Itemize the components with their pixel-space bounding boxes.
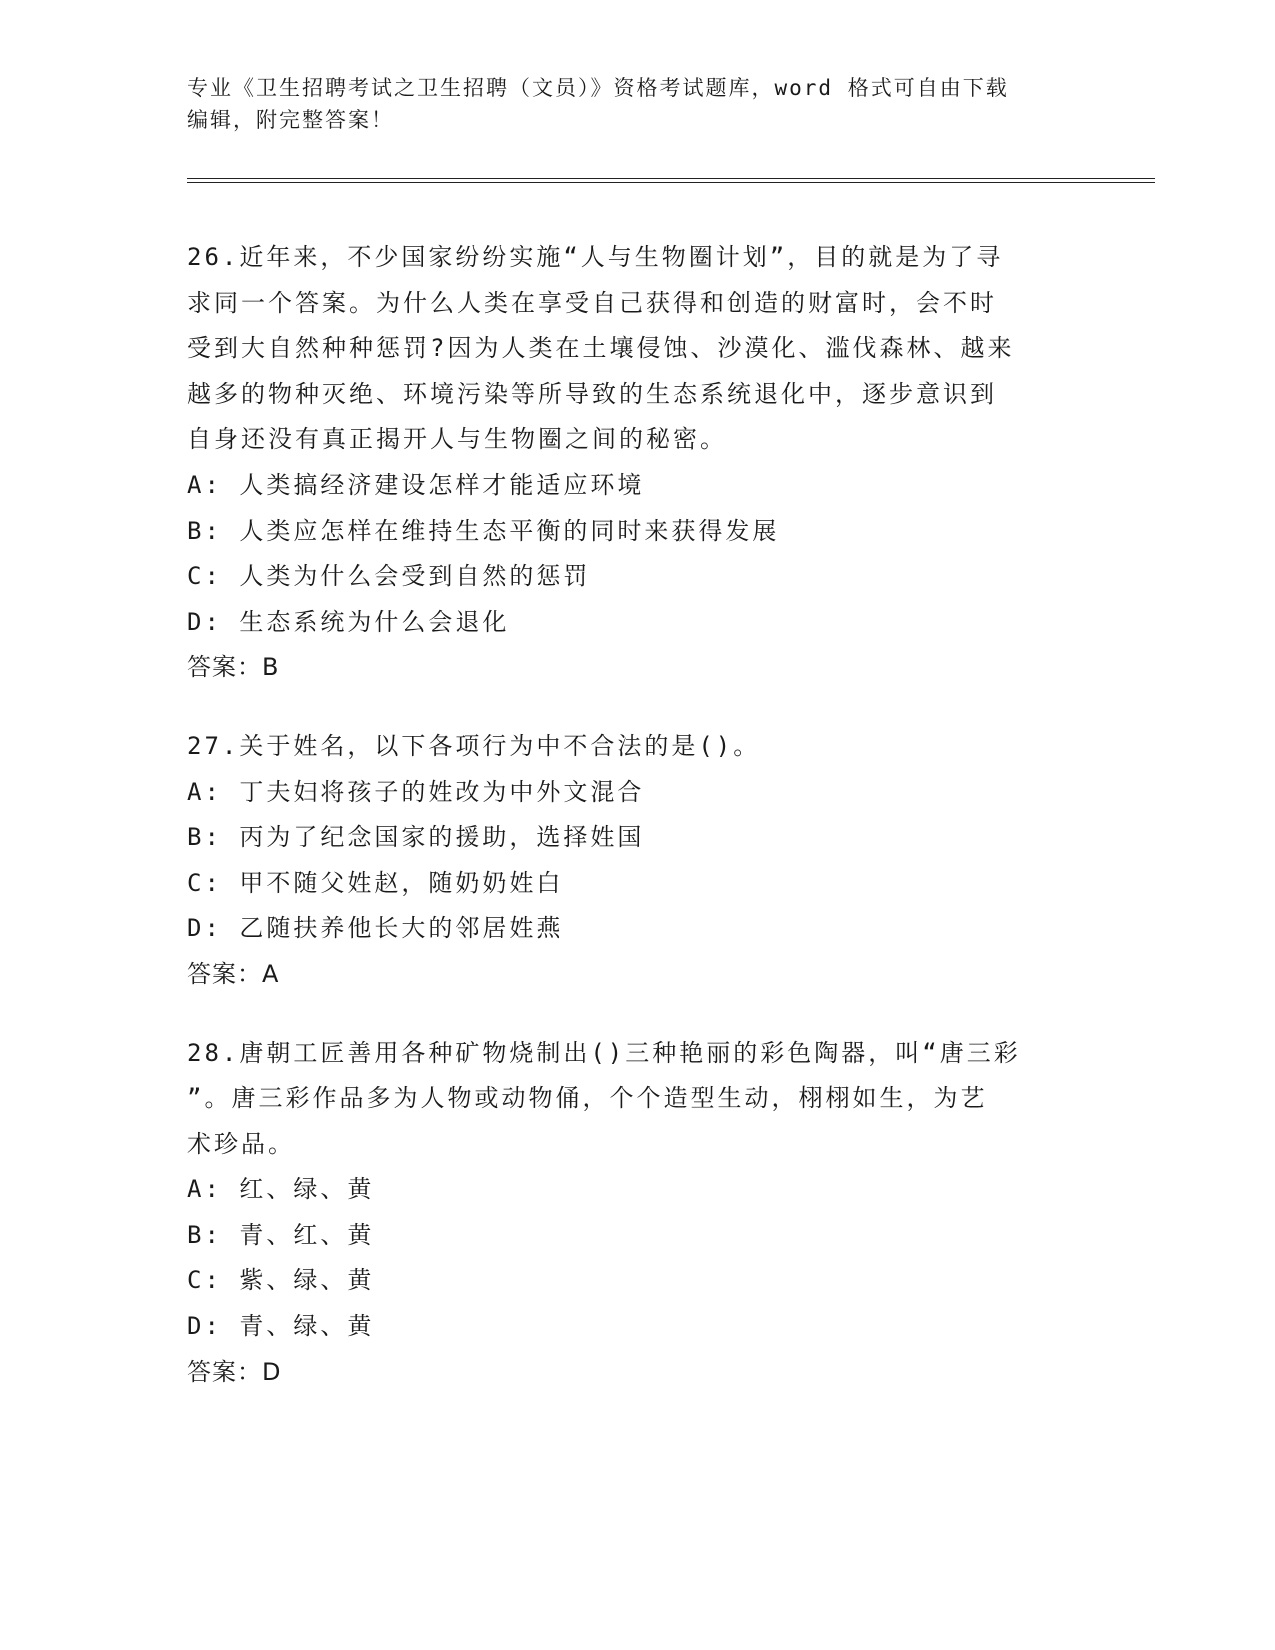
question-26 xyxy=(187,235,1087,691)
stem-line: 26.近年来，不少国家纷纷实施“人与生物圈计划”，目的就是为了寻 xyxy=(187,243,1004,271)
option-c: C: 甲不随父姓赵，随奶奶姓白 xyxy=(187,868,564,897)
question-stem xyxy=(187,235,1087,463)
option-d: D: 生态系统为什么会退化 xyxy=(187,607,510,636)
stem-line: 受到大自然种种惩罚?因为人类在土壤侵蚀、沙漠化、滥伐森林、越来 xyxy=(187,334,1015,363)
stem-line: 28.唐朝工匠善用各种矿物烧制出()三种艳丽的彩色陶器，叫“唐三彩 xyxy=(187,1038,1021,1067)
stem-line: 求同一个答案。为什么人类在享受自己获得和创造的财富时，会不时 xyxy=(187,288,997,317)
stem-line: 自身还没有真正揭开人与生物圈之间的秘密。 xyxy=(187,425,727,454)
question-27 xyxy=(187,724,1087,998)
stem-line: 27.关于姓名，以下各项行为中不合法的是()。 xyxy=(187,731,761,760)
header-line-1: 专业《卫生招聘考试之卫生招聘（文员）》资格考试题库，word 格式可自由下载 xyxy=(187,76,1009,100)
document-header xyxy=(187,72,1067,136)
option-d: D: 乙随扶养他长大的邻居姓燕 xyxy=(187,914,564,943)
question-stem xyxy=(187,724,1087,770)
option-a: A: 丁夫妇将孩子的姓改为中外文混合 xyxy=(187,777,645,806)
header-line-2: 编辑，附完整答案！ xyxy=(187,108,394,132)
stem-line: ”。唐三彩作品多为人物或动物俑，个个造型生动，栩栩如生，为艺 xyxy=(187,1084,988,1113)
question-28 xyxy=(187,1031,1087,1396)
option-b: B: 人类应怎样在维持生态平衡的同时来获得发展 xyxy=(187,516,780,545)
header-divider-bottom xyxy=(187,182,1155,183)
question-stem xyxy=(187,1031,1087,1168)
header-divider-top xyxy=(187,178,1155,179)
answer-line: 答案：D xyxy=(187,1357,282,1386)
option-a: A: 红、绿、黄 xyxy=(187,1175,375,1204)
option-c: C: 人类为什么会受到自然的惩罚 xyxy=(187,562,591,591)
stem-line: 越多的物种灭绝、环境污染等所导致的生态系统退化中，逐步意识到 xyxy=(187,379,997,408)
stem-line: 术珍品。 xyxy=(187,1129,295,1158)
option-b: B: 青、红、黄 xyxy=(187,1220,375,1249)
option-c: C: 紫、绿、黄 xyxy=(187,1266,375,1295)
answer-line: 答案：B xyxy=(187,653,280,682)
option-a: A: 人类搞经济建设怎样才能适应环境 xyxy=(187,470,645,499)
option-d: D: 青、绿、黄 xyxy=(187,1312,375,1341)
question-list xyxy=(187,235,1087,1428)
answer-line: 答案：A xyxy=(187,959,280,988)
option-b: B: 丙为了纪念国家的援助，选择姓国 xyxy=(187,823,645,852)
